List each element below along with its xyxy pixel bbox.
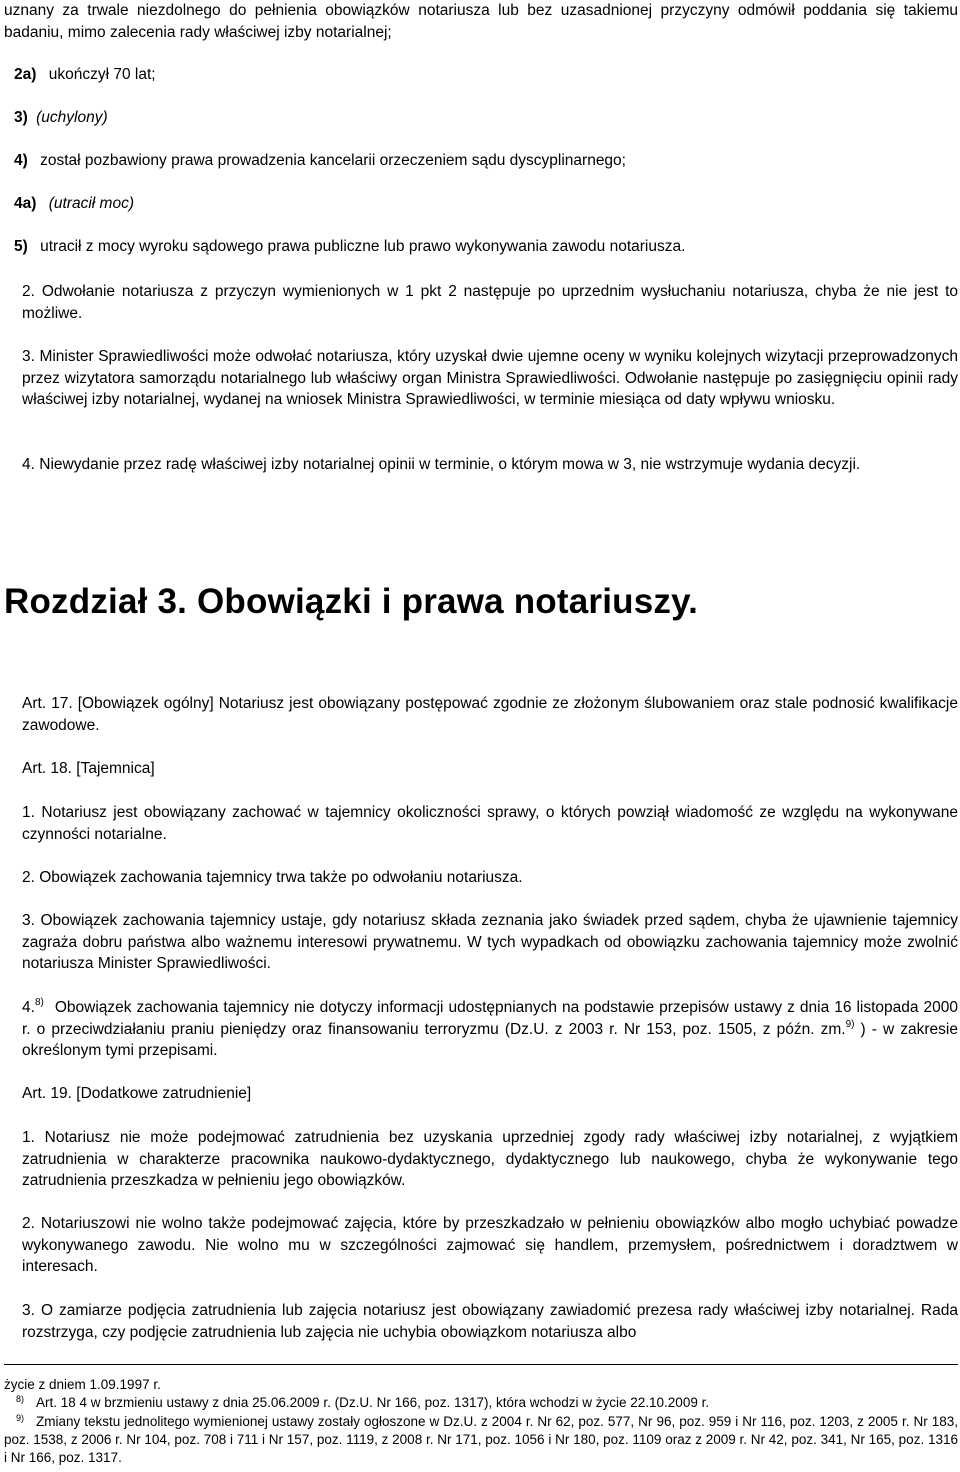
- section-number: 4.: [22, 456, 35, 473]
- section-number: 1.: [22, 1129, 35, 1146]
- footnote-ref-9: 9): [845, 1018, 855, 1030]
- list-number: 4): [14, 152, 28, 169]
- footnote-text: Art. 18 4 w brzmieniu ustawy z dnia 25.06.2009 r. (Dz.U. Nr 166, poz. 1317), która wchodzi w życie 22.10.2009 r.: [36, 1395, 710, 1410]
- paragraph-continuation: uznany za trwale niezdolnego do pełnienia obowiązków notariusza lub bez uzasadnionej przyczyny odmówił poddania się takiemu badaniu, mimo zalecenia rady właściwej izby notarialnej;: [4, 2, 958, 41]
- list-number: 5): [14, 238, 28, 255]
- list-text: został pozbawiony prawa prowadzenia kancelarii orzeczeniem sądu dyscyplinarnego;: [40, 152, 626, 169]
- list-number: 3): [14, 109, 28, 126]
- section-text: Obowiązek zachowania tajemnicy ustaje, gdy notariusz składa zeznania jako świadek przed sądem, chyba że ujawnienie tajemnicy zagraża dobru państwa albo ważnemu interesowi prywatnemu. W tych wypadkach od obowiązku zachowania tajemnicy może zwolnić notariusza Minister Sprawiedliwości.: [22, 912, 958, 972]
- section-text: Niewydanie przez radę właściwej izby notarialnej opinii w terminie, o którym mowa w 3, nie wstrzymuje wydania decyzji.: [39, 456, 861, 473]
- section-text: Notariuszowi nie wolno także podejmować zajęcia, które by przeszkadzało w pełnieniu obowiązków albo mogło uchybiać powadze wykonywanego zawodu. Nie wolno mu w szczególności zajmować się handlem, przemysłem, pośrednictwem i doradztwem w interesach.: [22, 1215, 958, 1275]
- article-18-section-2: [4, 867, 958, 889]
- list-text: ukończył 70 lat;: [48, 66, 156, 83]
- list-number: 4a): [14, 195, 37, 212]
- list-item-2a: [14, 64, 958, 86]
- article-18-section-1: [4, 802, 958, 845]
- list-text: utracił z mocy wyroku sądowego prawa publiczne lub prawo wykonywania zawodu notariusza.: [40, 238, 686, 255]
- section-number: 2.: [22, 869, 35, 886]
- list-text: (utracił moc): [48, 195, 134, 212]
- section-number: 3.: [22, 348, 35, 365]
- list-item-3: [14, 107, 958, 129]
- section-text: Minister Sprawiedliwości może odwołać notariusza, który uzyskał dwie ujemne oceny w wyniku kolejnych wizytacji przeprowadzonych przez wizytatora samorządu notarialnego lub właściwy organ Ministra Sprawiedliwości. Odwołanie następuje po zasięgnięciu opinii rady właściwej izby notarialnej, wydanej na wniosek Ministra Sprawiedliwości, w terminie miesiąca od daty wpływu wniosku.: [22, 348, 958, 408]
- footnote-ref-8: 8): [34, 997, 44, 1008]
- article-18-section-4: [4, 997, 958, 1062]
- section-number: 4.: [22, 999, 35, 1016]
- article-19-section-2: [4, 1213, 958, 1278]
- article-19-title: Art. 19. [Dodatkowe zatrudnienie]: [22, 1085, 252, 1102]
- list-item-4a: [14, 193, 958, 215]
- section-paragraph-4: [4, 454, 958, 476]
- section-text: Notariusz nie może podejmować zatrudnienia bez uzyskania uprzedniej zgody rady właściwej izby notarialnej, z wyjątkiem zatrudnienia w charakterze pracownika naukowo-dydaktycznego, dydaktycznego lub naukowego, chyba że wykonywanie tego zatrudnienia przeszkadza w pełnieniu jego obowiązków.: [22, 1129, 958, 1189]
- footnote-text: Zmiany tekstu jednolitego wymienionej ustawy zostały ogłoszone w Dz.U. z 2004 r. Nr 62, poz. 577, Nr 96, poz. 959 i Nr 116, poz. 1203, z 2005 r. Nr 183, poz. 1538, z 2006 r. Nr 104, poz. 708 i 711 i Nr 157, poz. 1119, z 2008 r. Nr 171, poz. 1056 i Nr 180, poz. 1109 oraz z 2009 r. Nr 42, poz. 341, Nr 165, poz. 1316 i Nr 166, poz. 1317.: [4, 1414, 958, 1465]
- article-19-section-3: [4, 1300, 958, 1343]
- chapter-heading: Rozdział 3. Obowiązki i prawa notariuszy.: [4, 582, 699, 621]
- section-paragraph-3: [4, 346, 958, 411]
- article-18-title: Art. 18. [Tajemnica]: [22, 760, 155, 777]
- article-17: Art. 17. [Obowiązek ogólny] Notariusz jest obowiązany postępować zgodnie ze złożonym ślubowaniem oraz stale podnosić kwalifikacje zawodowe.: [22, 695, 958, 734]
- section-number: 2.: [22, 1215, 35, 1232]
- section-number: 3.: [22, 912, 35, 929]
- section-number: 2.: [22, 283, 35, 300]
- footnote-8: 8) Art. 18 4 w brzmieniu ustawy z dnia 25.06.2009 r. (Dz.U. Nr 166, poz. 1317), która wchodzi w życie 22.10.2009 r.: [16, 1394, 710, 1410]
- section-number: 1.: [22, 804, 35, 821]
- section-number: 3.: [22, 1302, 35, 1319]
- section-text: Obowiązek zachowania tajemnicy nie dotyczy informacji udostępnianych na podstawie przepisów ustawy z dnia 16 listopada 2000 r. o przeciwdziałaniu praniu pieniędzy oraz finansowaniu terroryzmu (Dz.U. z 2003 r. Nr 153, poz. 1505, z późn. zm.: [22, 999, 958, 1038]
- article-18-section-3: [4, 910, 958, 975]
- list-text: (uchylony): [36, 109, 108, 126]
- list-item-4: [14, 150, 958, 172]
- section-text: Odwołanie notariusza z przyczyn wymienionych w 1 pkt 2 następuje po uprzednim wysłuchaniu notariusza, chyba że nie jest to możliwe.: [22, 283, 958, 322]
- article-19-section-1: [4, 1127, 958, 1192]
- footnote-9: 9) Zmiany tekstu jednolitego wymienionej ustawy zostały ogłoszone w Dz.U. z 2004 r. Nr 62, poz. 577, Nr 96, poz. 959 i Nr 116, poz. 1203, z 2005 r. Nr 183, poz. 1538, z 2006 r. Nr 104, poz. 708 i 711 i Nr 157, poz. 1119, z 2008 r. Nr 171, poz. 1056 i Nr 180, poz. 1109 oraz z 2009 r. Nr 42, poz. 341, Nr 165, poz. 1316 i Nr 166, poz. 1317.: [4, 1413, 958, 1465]
- section-paragraph-2: [4, 281, 958, 324]
- footnote-continuation: życie z dniem 1.09.1997 r.: [4, 1377, 161, 1392]
- footnote-divider: [4, 1364, 958, 1365]
- list-item-5: [14, 236, 958, 258]
- section-text: Notariusz jest obowiązany zachować w tajemnicy okoliczności sprawy, o których powziął wiadomość ze względu na wykonywane czynności notarialne.: [22, 804, 958, 843]
- section-text-end: ) - w zakresie określonym tymi przepisami.: [22, 1020, 958, 1059]
- section-text: Obowiązek zachowania tajemnicy trwa także po odwołaniu notariusza.: [39, 869, 523, 886]
- list-number: 2a): [14, 66, 37, 83]
- section-text: O zamiarze podjęcia zatrudnienia lub zajęcia notariusz jest obowiązany zawiadomić prezesa rady właściwej izby notarialnej. Rada rozstrzyga, czy podjęcie zatrudnienia lub zajęcia nie uchybia obowiązkom notariusza albo: [22, 1302, 958, 1341]
